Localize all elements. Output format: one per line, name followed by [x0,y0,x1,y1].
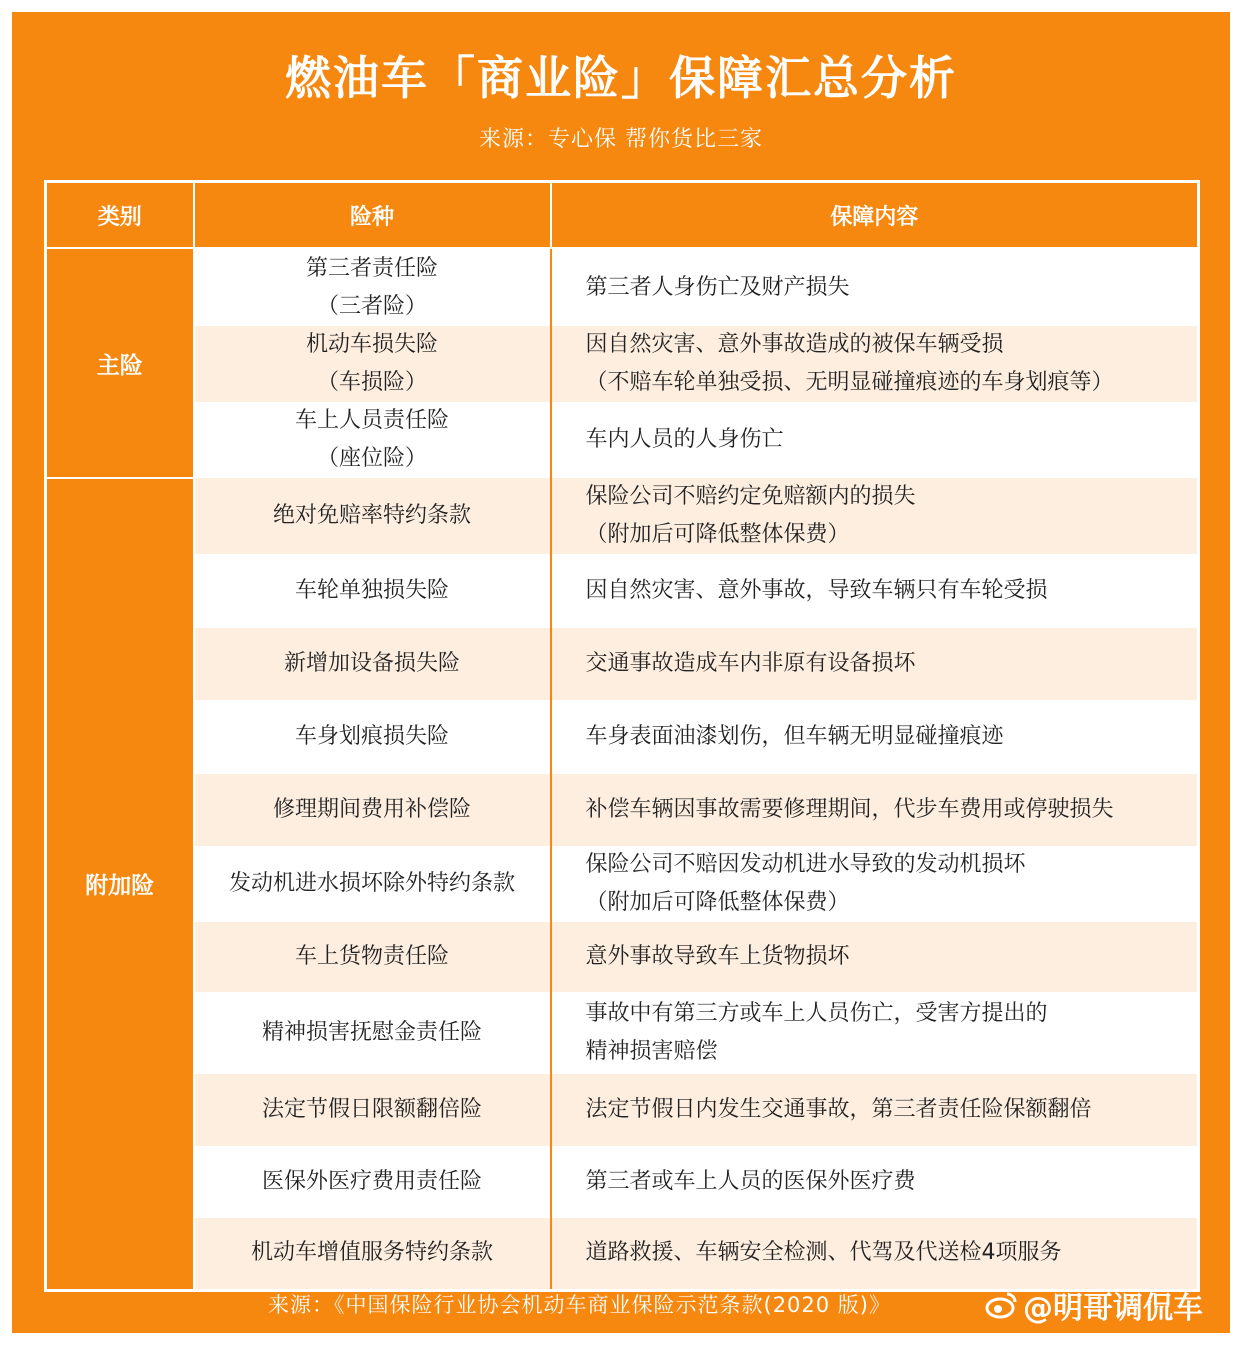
table-row [46,1146,1199,1218]
table-row [46,326,1199,402]
coverage-description [551,1218,1199,1290]
coverage-description [551,700,1199,774]
insurance-name [194,1074,551,1146]
insurance-name [194,774,551,846]
insurance-name-line: 新增加设备损失险 [283,651,460,676]
header-content: 保障内容 [551,182,1199,249]
coverage-line: 第三者或车上人员的医保外医疗费 [585,1169,916,1194]
insurance-name-line: 修理期间费用补偿险 [272,797,471,822]
coverage-description [551,628,1199,700]
insurance-name-line: 车上人员责任险 [294,408,449,433]
coverage-line: 交通事故造成车内非原有设备损坏 [585,651,916,676]
weibo-logo-icon [985,1288,1019,1322]
category-main: 主险 [46,248,194,478]
coverage-description [551,402,1199,478]
insurance-name [194,554,551,628]
insurance-name [194,1218,551,1290]
insurance-name [194,1146,551,1218]
table-row [46,1074,1199,1146]
table-row [46,402,1199,478]
coverage-line: 保险公司不赔约定免赔额内的损失 [585,484,916,509]
insurance-name-line: 法定节假日限额翻倍险 [261,1097,482,1122]
coverage-line: 第三者人身伤亡及财产损失 [585,274,850,300]
insurance-table [44,180,1200,1292]
insurance-name-line: （车损险） [316,370,427,395]
table-row [46,248,1199,326]
insurance-name-line: 绝对免赔率特约条款 [272,503,471,528]
coverage-line: 保险公司不赔因发动机进水导致的发动机损坏 [585,852,1026,877]
coverage-description [551,1074,1199,1146]
insurance-name-line: 第三者责任险 [305,255,438,281]
page-title: 燃油车「商业险」保障汇总分析 [285,51,957,105]
coverage-line: 法定节假日内发生交通事故，第三者责任险保额翻倍 [585,1097,1092,1122]
coverage-line: 车内人员的人身伤亡 [585,427,784,452]
insurance-name [194,922,551,992]
insurance-name-line: 车轮单独损失险 [294,578,449,603]
insurance-name-line: （三者险） [316,293,427,319]
coverage-description [551,248,1199,326]
insurance-name-line: （座位险） [316,446,427,471]
coverage-line: 道路救援、车辆安全检测、代驾及代送检4项服务 [585,1240,1062,1266]
table-row [46,628,1199,700]
coverage-line: 补偿车辆因事故需要修理期间，代步车费用或停驶损失 [585,797,1114,822]
page-subtitle: 来源：专心保 帮你货比三家 [479,127,763,152]
insurance-name-line: 发动机进水损坏除外特约条款 [228,871,515,896]
insurance-name-line: 机动车增值服务特约条款 [250,1240,493,1266]
insurance-name [194,402,551,478]
coverage-line: 事故中有第三方或车上人员伤亡，受害方提出的 [585,1001,1048,1026]
table-row [46,774,1199,846]
coverage-line: 意外事故导致车上货物损坏 [585,944,850,969]
author-watermark [985,1283,1203,1327]
coverage-line: 因自然灾害、意外事故造成的被保车辆受损 [585,332,1004,357]
table-row [46,922,1199,992]
coverage-description [551,774,1199,846]
coverage-line: 车身表面油漆划伤，但车辆无明显碰撞痕迹 [585,724,1004,749]
coverage-description [551,922,1199,992]
header-type: 险种 [194,182,551,249]
source-footer: 来源：《中国保险行业协会机动车商业保险示范条款(2020 版)》 [268,1293,892,1317]
table-row [46,1218,1199,1290]
coverage-line: 因自然灾害、意外事故，导致车辆只有车轮受损 [585,578,1048,603]
insurance-name [194,478,551,554]
coverage-line: （不赔车轮单独受损、无明显碰撞痕迹的车身划痕等） [585,370,1114,395]
coverage-line: （附加后可降低整体保费） [585,890,850,915]
insurance-name-line: 精神损害抚慰金责任险 [261,1020,482,1045]
insurance-name-line: 机动车损失险 [305,332,438,357]
coverage-description [551,478,1199,554]
table-row [46,478,1199,554]
insurance-name [194,326,551,402]
category-addon: 附加险 [46,478,194,1290]
coverage-description [551,846,1199,922]
coverage-description [551,326,1199,402]
watermark-text: @明哥调侃车 [1023,1291,1203,1326]
table-row [46,846,1199,922]
coverage-description [551,1146,1199,1218]
coverage-description [551,992,1199,1074]
coverage-description [551,554,1199,628]
insurance-name [194,700,551,774]
table-row [46,992,1199,1074]
coverage-line: （附加后可降低整体保费） [585,522,850,547]
insurance-name [194,248,551,326]
header-category: 类别 [46,182,194,249]
coverage-line: 精神损害赔偿 [585,1039,718,1064]
table-header-row [46,182,1199,249]
insurance-name-line: 车上货物责任险 [294,944,449,969]
table-row [46,700,1199,774]
insurance-name [194,628,551,700]
table-row [46,554,1199,628]
insurance-name-line: 车身划痕损失险 [294,724,449,749]
insurance-name [194,846,551,922]
insurance-name-line: 医保外医疗费用责任险 [261,1169,482,1194]
insurance-name [194,992,551,1074]
